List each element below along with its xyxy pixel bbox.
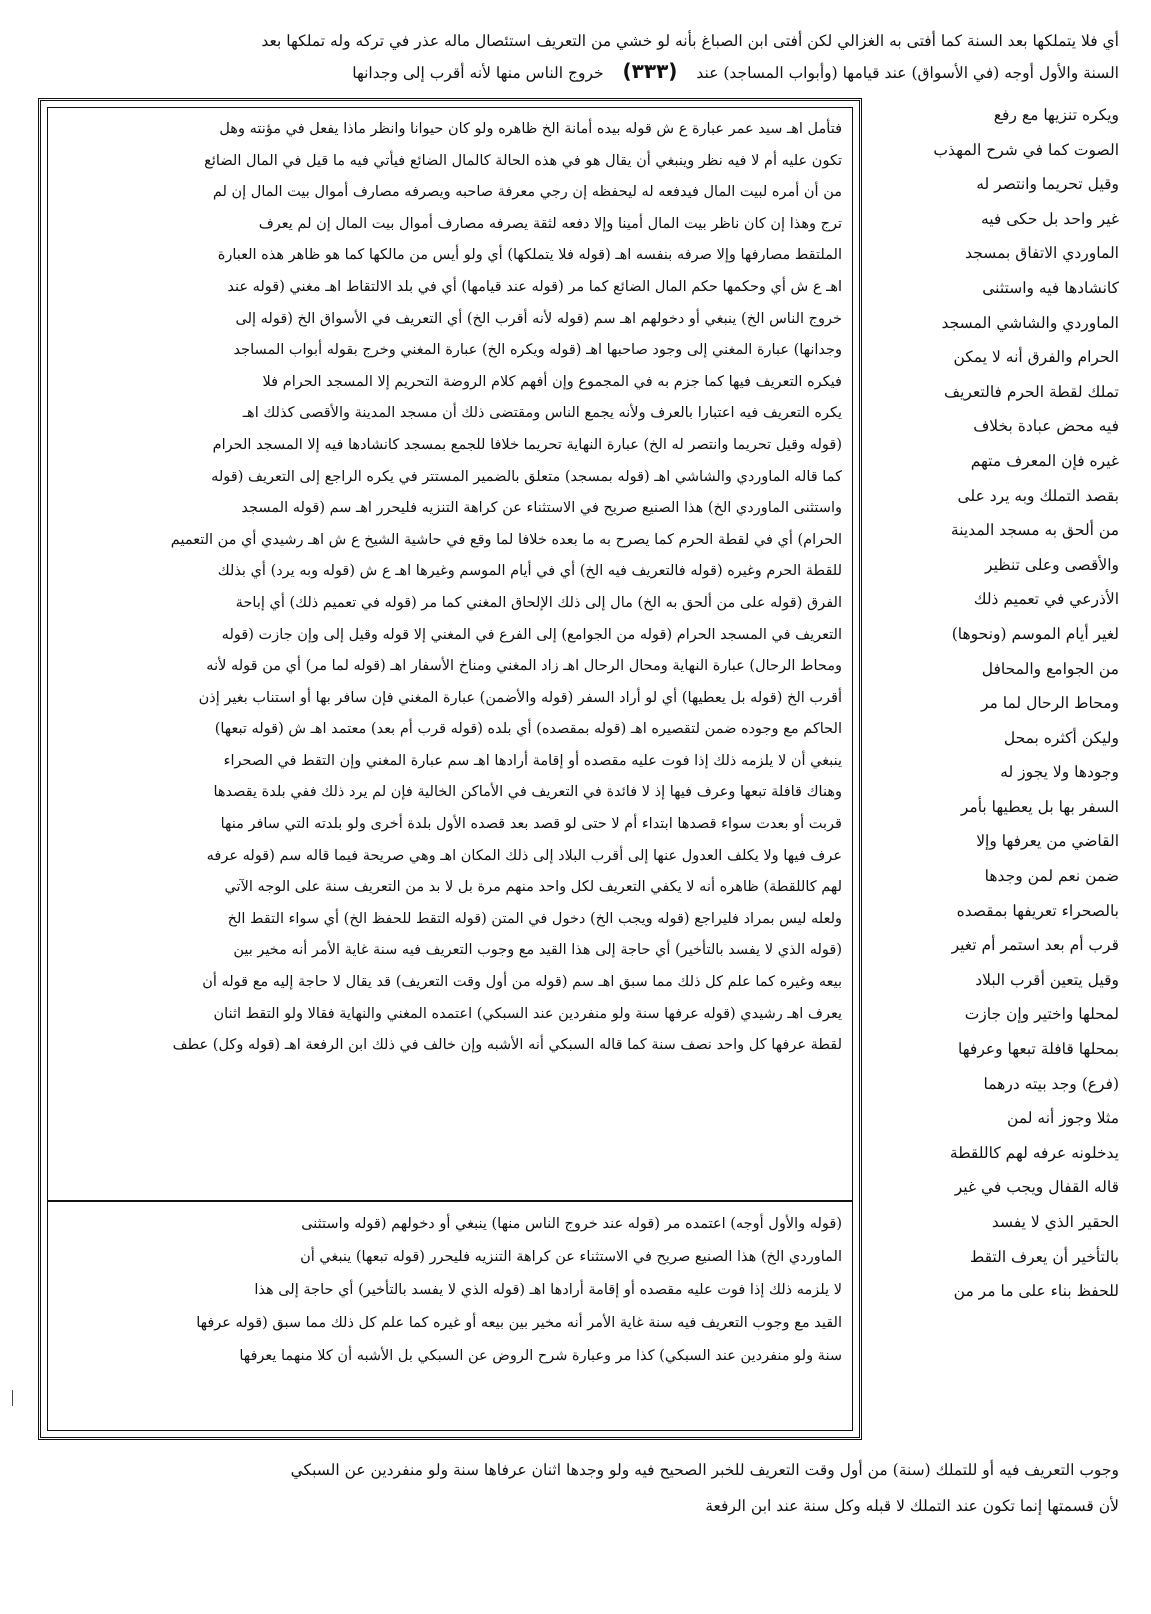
commentary-line: بيعه وغيره كما علم كل ذلك مما سبق اهـ سم (قوله من أول وقت التعريف) قد يقال لا حاجة إليه مع قوله أن	[202, 974, 842, 991]
main-text-line: مثلا وجوز أنه لمن	[1007, 1109, 1119, 1128]
commentary-line: ومحاط الرحال) عبارة النهاية ومحال الرحال اهـ زاد المغني ومناخ الأسفار اهـ (قوله لما مر) أي من قوله لأنه	[206, 658, 842, 675]
main-text-line: وجودها ولا يجوز له	[1000, 763, 1119, 782]
commentary-note-line: الماوردي الخ) هذا الصنيع صريح في الاستثناء عن كراهة التنزيه فليحرر (قوله تبعها) ينبغي أن	[300, 1249, 842, 1265]
header-line-2-start: السنة والأول أوجه (في الأسواق) عند قيامها (وأبواب المساجد) عند	[696, 64, 1119, 82]
main-text-line: لمحلها واختير وإن جازت	[964, 1005, 1119, 1024]
main-text-line: تملك لقطة الحرم فالتعريف	[944, 382, 1119, 401]
main-text-line: قاله القفال ويجب في غير	[954, 1178, 1119, 1197]
main-text-column	[889, 98, 1119, 1603]
main-text-line: من ألحق به مسجد المدينة	[950, 521, 1119, 540]
main-text-line: وقيل يتعين أقرب البلاد	[975, 970, 1119, 989]
commentary-line: واستثنى الماوردي الخ) هذا الصنيع صريح في الاستثناء عن كراهة التنزيه فليحرر اهـ سم (قوله المسجد	[241, 500, 842, 517]
commentary-frame	[38, 98, 862, 1440]
commentary-line: عرف فيها ولا يكلف العدول عنها إلى أقرب البلاد إلى ذلك المكان اهـ وهي صريحة فيما قاله سم (قوله عرفه	[206, 847, 842, 864]
commentary-line: للقطة الحرم وغيره (قوله فالتعريف فيه الخ) أي في أيام الموسم وغيرها اهـ ع ش (قوله وبه يرد) أي بذلك	[217, 563, 842, 580]
page-number: (٣٣٣)	[622, 59, 678, 83]
commentary-top	[58, 114, 842, 1194]
main-text-line: الحقير الذي لا يفسد	[991, 1213, 1119, 1231]
commentary-line: وهناك قافلة تبعها وعرف فيها إذ لا فائدة في التعريف في الأماكن الخالية فإن لم يرد ذلك ففي بلدة يقصدها	[213, 784, 842, 801]
commentary-line: (قوله الذي لا يفسد بالتأخير) أي حاجة إلى هذا القيد مع وجوب التعريف فيه سنة غاية الأمر أنه مخير بين	[233, 942, 842, 959]
main-text-line: ومحاط الرحال لما مر	[980, 694, 1119, 713]
commentary-line: الملتقط مصارفها وإلا صرفه بنفسه اهـ (قوله فلا يتملكها) أي ولو أيس من مالكها كما هو ظاهر هذه العبارة	[217, 247, 842, 264]
main-text-line: من الجوامع والمحافل	[981, 659, 1119, 678]
commentary-line: كما قاله الماوردي والشاشي اهـ (قوله بمسجد) متعلق بالضمير المستتر في يكره الراجع إلى التعريف (قوله	[211, 468, 842, 485]
main-text-line: بمحلها قافلة تبعها وعرفها	[958, 1040, 1119, 1059]
commentary-line: يعرف اهـ رشيدي (قوله عرفها سنة ولو منفردين عند السبكي) اعتمده المغني والنهاية فقالا ولو التقط اثنان	[213, 1005, 842, 1022]
commentary-line: (قوله وقيل تحريما وانتصر له الخ) عبارة النهاية تحريما خلافا للجمع بمسجد كانشادها فيه إلا المسجد الحرام	[212, 436, 842, 453]
commentary-line: ينبغي أن لا يلزمه ذلك إذا فوت عليه مقصده أو إقامة أرادها اهـ سم عبارة المغني وإن التقط في الصحراء	[223, 752, 842, 769]
main-text-line: وليكن أكثره بمحل	[1003, 728, 1119, 747]
header-text	[32, 26, 1119, 88]
main-text-line: الحرام والفرق أنه لا يمكن	[953, 348, 1119, 367]
main-text-line: وقيل تحريما وانتصر له	[976, 175, 1119, 194]
main-text-line: بالصحراء تعريفها بمقصده	[956, 901, 1119, 920]
main-text-line: للحفظ بناء على ما مر من	[953, 1282, 1119, 1301]
header-line-2	[32, 56, 1119, 88]
main-text-line: السفر بها بل يعطيها بأمر	[960, 797, 1119, 816]
commentary-note-line: سنة ولو منفردين عند السبكي) كذا مر وعبارة شرح الروض عن السبكي بل الأشبه أن كلا منهما يعرفها	[239, 1348, 842, 1364]
main-text-line: والأقصى وعلى تنظير	[985, 555, 1119, 574]
main-text-line: الماوردي الاتفاق بمسجد	[965, 244, 1119, 263]
commentary-line: يكره التعريف فيه اعتبارا بالعرف ولأنه يجمع الناس ومقتضى ذلك أن مسجد المدينة والأقصى كذلك اهـ	[242, 405, 842, 422]
main-text-line: الأذرعي في تعميم ذلك	[973, 590, 1119, 609]
commentary-bottom	[58, 1208, 842, 1424]
commentary-divider	[48, 1200, 852, 1202]
commentary-line: من أن أمره لبيت المال فيدفعه له ليحفظه إن رجي معرفة صاحبه ويصرفه مصارف أموال بيت المال إن لم	[212, 184, 842, 201]
commentary-line: أقرب الخ (قوله بل يعطيها) أي لو أراد السفر (قوله والأضمن) عبارة المغني فإن سافر بها أو استناب بغير إذن	[198, 689, 842, 706]
main-text-line: بقصد التملك وبه يرد على	[957, 486, 1119, 505]
footer-text	[38, 1452, 1119, 1524]
commentary-line: فيكره التعريف فيها كما جزم به في المجموع وإن أفهم كلام الروضة التحريم إلا المسجد الحرام فلا	[262, 373, 842, 390]
commentary-line: قربت أو بعدت سواء قصدها ابتداء أم لا حتى لو قصد بعد قصده الأول بلدة أخرى ولو بلدته التي سافر منها	[220, 816, 842, 833]
main-text-line: غيره فإن المعرف متهم	[970, 451, 1119, 470]
commentary-line: الحاكم مع وجوده ضمن لتقصيره اهـ (قوله بمقصده) أي بلده (قوله قرب أم بعد) معتمد اهـ ش (قوله تبعها)	[214, 721, 842, 738]
commentary-line: تكون عليه أم لا فيه نظر وينبغي أن يقال هو في هذه الحالة كالمال الضائع فيأتي فيه ما قيل في المال الضائع	[204, 152, 842, 169]
main-text-line: الماوردي والشاشي المسجد	[941, 313, 1119, 332]
main-text-line: الصوت كما في شرح المهذب	[933, 140, 1119, 159]
footer-line-2: لأن قسمتها إنما تكون عند التملك لا قبله وكل سنة عند ابن الرفعة	[705, 1497, 1119, 1515]
commentary-note-line: (قوله والأول أوجه) اعتمده مر (قوله عند خروج الناس منها) ينبغي أو دخولهم (قوله واستثنى	[301, 1216, 842, 1232]
main-text-line: ويكره تنزيها مع رفع	[993, 106, 1119, 124]
main-text-line: بالتأخير أن يعرف التقط	[969, 1247, 1119, 1266]
margin-mark	[12, 1390, 13, 1406]
main-text-line: لغير أيام الموسم (ونحوها)	[951, 624, 1119, 643]
header-line-2-end: خروج الناس منها لأنه أقرب إلى وجدانها	[352, 64, 604, 82]
main-text-line: ضمن نعم لمن وجدها	[984, 867, 1119, 886]
main-text-line: القاضي من يعرفها وإلا	[976, 832, 1119, 851]
commentary-line: فتأمل اهـ سيد عمر عبارة ع ش قوله بيده أمانة الخ ظاهره ولو كان حيوانا وانظر ماذا يفعل في مؤنته وهل	[219, 121, 842, 137]
commentary-inner-border	[47, 107, 853, 1431]
commentary-line: وجدانها) عبارة المغني إلى وجود صاحبها اهـ (قوله ويكره الخ) عبارة المغني وخرج بقوله أبواب المساجد	[233, 342, 842, 359]
commentary-line: الحرام) أي في لقطة الحرم كما يصرح به ما بعده خلافا لما وقع في حاشية الشيخ ع ش اهـ رشيدي أي من التعميم	[170, 531, 842, 548]
main-text-line: غير واحد بل حكى فيه	[980, 209, 1119, 228]
main-text-line: يدخلونه عرفه لهم كاللقطة	[949, 1143, 1119, 1162]
commentary-line: التعريف في المسجد الحرام (قوله من الجوامع) إلى الفرع في المغني إلا قوله وقيل إلى وإن جازت (قوله	[221, 626, 842, 643]
main-text-line: كانشادها فيه واستثنى	[982, 278, 1119, 297]
commentary-note-line: لا يلزمه ذلك إذا فوت عليه مقصده أو إقامة أرادها اهـ (قوله الذي لا يفسد بالتأخير) أي حاجة إلى هذا	[254, 1282, 842, 1298]
commentary-line: خروج الناس الخ) ينبغي أو دخولهم اهـ سم (قوله لأنه أقرب الخ) أي التعريف في الأسواق الخ (قوله إلى	[235, 310, 842, 327]
commentary-line: لهم كاللقطة) ظاهره أنه لا يكفي التعريف لكل واحد منهم مرة بل لا بد من التعريف سنة على الوجه الآتي	[224, 879, 842, 896]
main-text-line: قرب أم بعد استمر أم تغير	[951, 936, 1119, 955]
commentary-line: لقطة عرفها كل واحد نصف سنة كما قاله السبكي أنه الأشبه وإن خالف في ذلك ابن الرفعة اهـ (قوله وكل) عطف	[172, 1037, 842, 1054]
commentary-note-line: القيد مع وجوب التعريف فيه سنة غاية الأمر أنه مخير بين بيعه أو غيره كما علم كل ذلك مما سبق (قوله عرفها	[196, 1315, 842, 1331]
header-line-1: أي فلا يتملكها بعد السنة كما أفتى به الغزالي لكن أفتى ابن الصباغ بأنه لو خشي من التعريف استئصال ماله عذر في تركه وله تملكها بعد	[261, 32, 1119, 50]
main-text-line: فيه محض عبادة بخلاف	[973, 417, 1119, 436]
commentary-line: ولعله ليس بمراد فليراجع (قوله ويجب الخ) دخول في المتن (قوله التقط للحفظ الخ) أي سواء التقط الخ	[227, 910, 842, 927]
commentary-line: الفرق (قوله على من ألحق به الخ) مال إلى ذلك الإلحاق المغني كما مر (قوله في تعميم ذلك) أي إباحة	[235, 594, 842, 611]
footer-line-1: وجوب التعريف فيه أو للتملك (سنة) من أول وقت التعريف للخبر الصحيح فيه ولو وجدها اثنان عرفاها سنة ولو منفردين عن السبكي	[290, 1461, 1119, 1479]
commentary-line: اهـ ع ش أي وحكمها حكم المال الضائع كما مر (قوله عند قيامها) أي في بلد الالتقاط اهـ مغني (قوله عند	[227, 278, 842, 295]
commentary-line: ترج وهذا إن كان ناظر بيت المال أمينا وإلا دفعه لثقة يصرفه مصارف أموال بيت المال إن لم يعرف	[258, 215, 842, 232]
main-text-line: (فرع) وجد بيته درهما	[983, 1074, 1119, 1093]
